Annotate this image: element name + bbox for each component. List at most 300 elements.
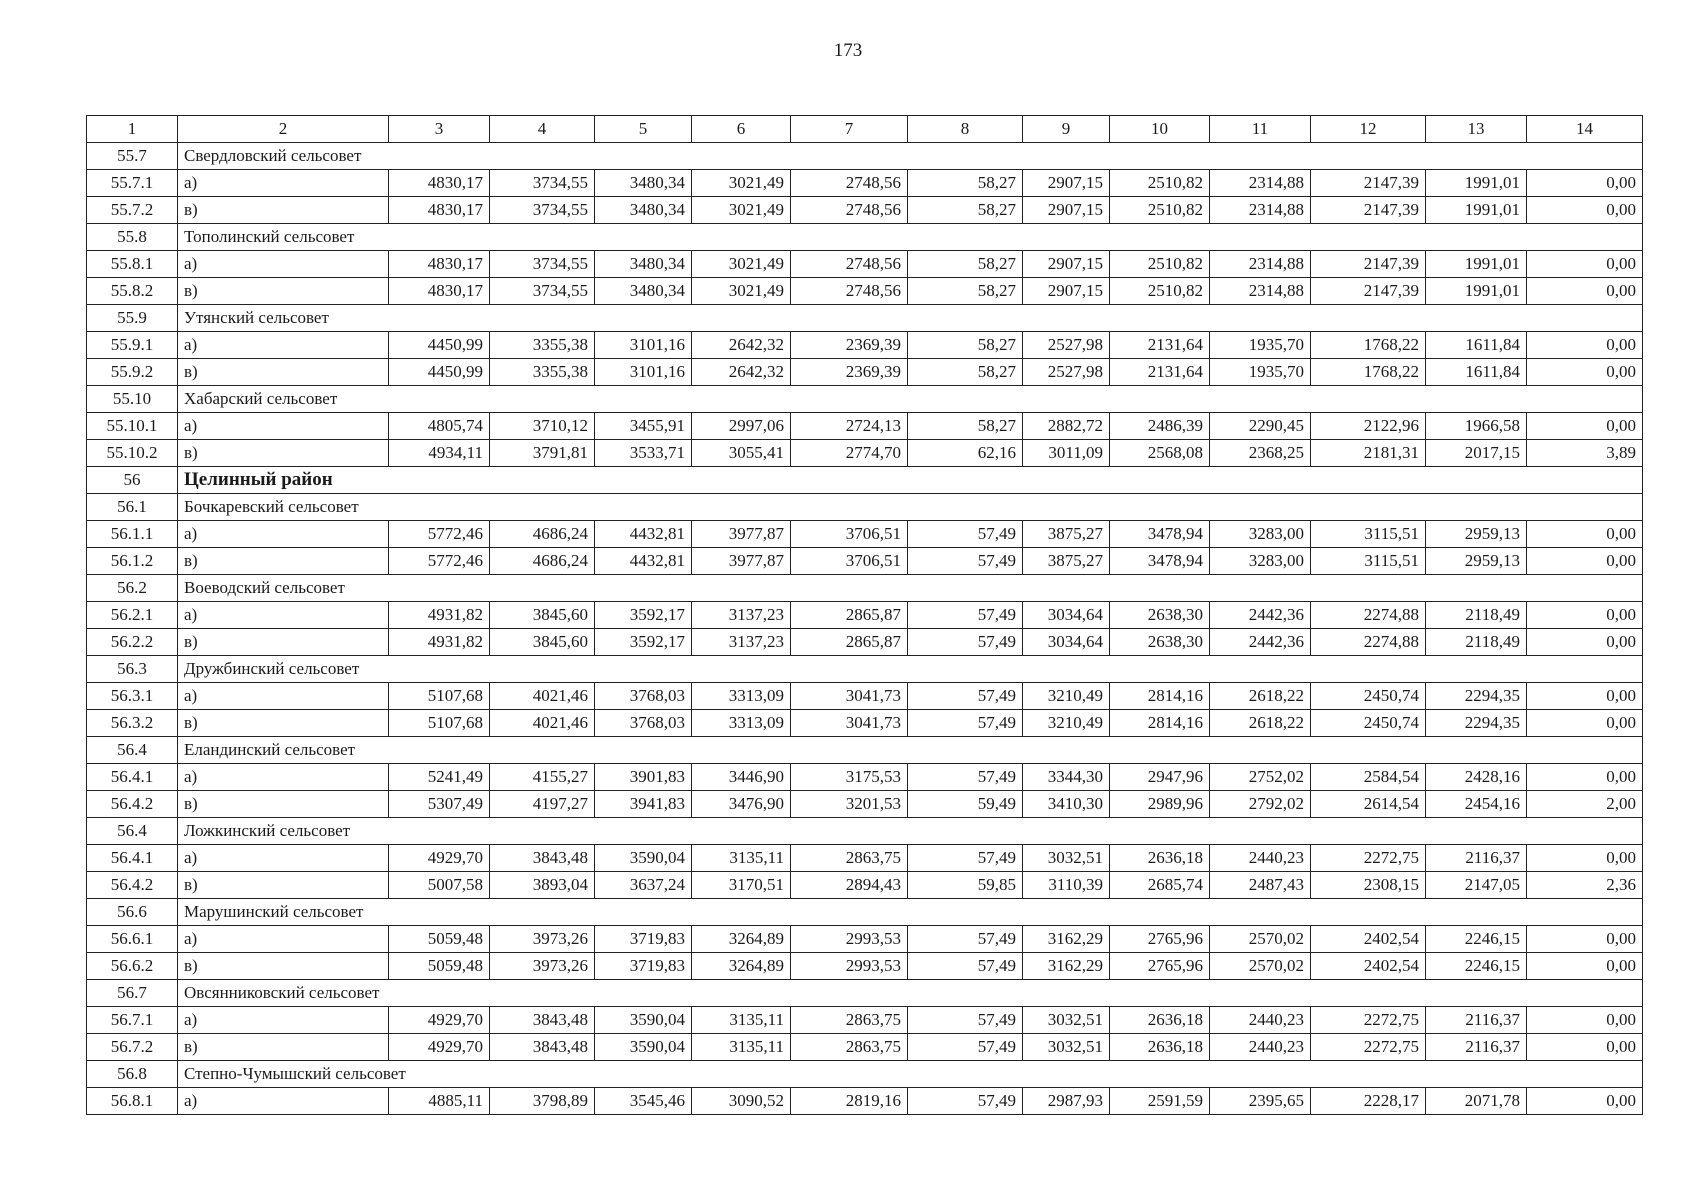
value-cell: 2947,96: [1110, 764, 1210, 791]
section-name: Утянский сельсовет: [178, 305, 1643, 332]
section-row: [87, 143, 1643, 170]
value-cell: 3041,73: [791, 710, 908, 737]
row-label: в): [178, 791, 389, 818]
row-label: а): [178, 413, 389, 440]
value-cell: 2440,23: [1210, 845, 1311, 872]
section-code: 56: [87, 467, 178, 494]
value-cell: 3090,52: [692, 1088, 791, 1115]
value-cell: 2863,75: [791, 1007, 908, 1034]
value-cell: 3135,11: [692, 1034, 791, 1061]
value-cell: 2274,88: [1311, 602, 1426, 629]
value-cell: 3162,29: [1023, 926, 1110, 953]
value-cell: 0,00: [1527, 332, 1643, 359]
row-code: 56.1.1: [87, 521, 178, 548]
value-cell: 3162,29: [1023, 953, 1110, 980]
value-cell: 57,49: [908, 1007, 1023, 1034]
row-label: а): [178, 332, 389, 359]
value-cell: 2440,23: [1210, 1034, 1311, 1061]
column-header: 5: [595, 116, 692, 143]
value-cell: 2442,36: [1210, 602, 1311, 629]
value-cell: 3135,11: [692, 845, 791, 872]
value-cell: 1768,22: [1311, 359, 1426, 386]
section-name: Ложкинский сельсовет: [178, 818, 1643, 845]
row-label: а): [178, 926, 389, 953]
table-row: [87, 251, 1643, 278]
value-cell: 58,27: [908, 170, 1023, 197]
value-cell: 2118,49: [1426, 629, 1527, 656]
table-row: [87, 764, 1643, 791]
value-cell: 2614,54: [1311, 791, 1426, 818]
value-cell: 3410,30: [1023, 791, 1110, 818]
value-cell: 0,00: [1527, 1034, 1643, 1061]
value-cell: 2907,15: [1023, 197, 1110, 224]
value-cell: 3170,51: [692, 872, 791, 899]
value-cell: 2642,32: [692, 332, 791, 359]
value-cell: 2638,30: [1110, 629, 1210, 656]
value-cell: 4830,17: [389, 251, 490, 278]
section-code: 55.7: [87, 143, 178, 170]
value-cell: 3973,26: [490, 926, 595, 953]
value-cell: 2636,18: [1110, 845, 1210, 872]
value-cell: 3798,89: [490, 1088, 595, 1115]
value-cell: 1611,84: [1426, 332, 1527, 359]
value-cell: 3041,73: [791, 683, 908, 710]
value-cell: 62,16: [908, 440, 1023, 467]
value-cell: 2591,59: [1110, 1088, 1210, 1115]
row-label: а): [178, 683, 389, 710]
value-cell: 2765,96: [1110, 926, 1210, 953]
row-label: в): [178, 872, 389, 899]
value-cell: 3706,51: [791, 548, 908, 575]
table-row: [87, 359, 1643, 386]
value-cell: 2765,96: [1110, 953, 1210, 980]
table-row: [87, 872, 1643, 899]
value-cell: 2369,39: [791, 332, 908, 359]
value-cell: 3032,51: [1023, 845, 1110, 872]
value-cell: 1935,70: [1210, 332, 1311, 359]
table-row: [87, 332, 1643, 359]
page-number: 173: [833, 40, 863, 61]
value-cell: 4931,82: [389, 602, 490, 629]
value-cell: 3110,39: [1023, 872, 1110, 899]
value-cell: 3901,83: [595, 764, 692, 791]
row-code: 56.4.1: [87, 845, 178, 872]
value-cell: 2997,06: [692, 413, 791, 440]
row-code: 56.2.1: [87, 602, 178, 629]
value-cell: 2748,56: [791, 251, 908, 278]
value-cell: 3590,04: [595, 1007, 692, 1034]
value-cell: 3977,87: [692, 521, 791, 548]
value-cell: 57,49: [908, 710, 1023, 737]
value-cell: 5007,58: [389, 872, 490, 899]
row-label: в): [178, 197, 389, 224]
value-cell: 2147,39: [1311, 278, 1426, 305]
value-cell: 0,00: [1527, 710, 1643, 737]
row-code: 56.7.2: [87, 1034, 178, 1061]
value-cell: 2527,98: [1023, 359, 1110, 386]
value-cell: 57,49: [908, 764, 1023, 791]
district-row: [87, 467, 1643, 494]
value-cell: 4830,17: [389, 170, 490, 197]
value-cell: 2368,25: [1210, 440, 1311, 467]
value-cell: 2246,15: [1426, 926, 1527, 953]
table-row: [87, 926, 1643, 953]
value-cell: 2450,74: [1311, 710, 1426, 737]
value-cell: 2272,75: [1311, 845, 1426, 872]
section-name: Еландинский сельсовет: [178, 737, 1643, 764]
value-cell: 2527,98: [1023, 332, 1110, 359]
value-cell: 1991,01: [1426, 197, 1527, 224]
value-cell: 2907,15: [1023, 278, 1110, 305]
value-cell: 5241,49: [389, 764, 490, 791]
value-cell: 3210,49: [1023, 710, 1110, 737]
value-cell: 2618,22: [1210, 683, 1311, 710]
section-code: 55.10: [87, 386, 178, 413]
value-cell: 0,00: [1527, 764, 1643, 791]
value-cell: 3175,53: [791, 764, 908, 791]
row-label: а): [178, 845, 389, 872]
section-code: 56.4: [87, 818, 178, 845]
value-cell: 4450,99: [389, 359, 490, 386]
value-cell: 2685,74: [1110, 872, 1210, 899]
row-label: в): [178, 548, 389, 575]
value-cell: 2274,88: [1311, 629, 1426, 656]
value-cell: 3480,34: [595, 170, 692, 197]
value-cell: 2752,02: [1210, 764, 1311, 791]
value-cell: 3768,03: [595, 683, 692, 710]
value-cell: 2131,64: [1110, 332, 1210, 359]
value-cell: 2642,32: [692, 359, 791, 386]
district-name: Целинный район: [178, 467, 1643, 494]
row-code: 55.9.2: [87, 359, 178, 386]
section-name: Свердловский сельсовет: [178, 143, 1643, 170]
value-cell: 2450,74: [1311, 683, 1426, 710]
value-cell: 2636,18: [1110, 1034, 1210, 1061]
value-cell: 2570,02: [1210, 953, 1311, 980]
section-code: 56.3: [87, 656, 178, 683]
value-cell: 3115,51: [1311, 521, 1426, 548]
value-cell: 3734,55: [490, 197, 595, 224]
value-cell: 3355,38: [490, 332, 595, 359]
value-cell: 2774,70: [791, 440, 908, 467]
value-cell: 4830,17: [389, 278, 490, 305]
row-code: 56.6.2: [87, 953, 178, 980]
value-cell: 2486,39: [1110, 413, 1210, 440]
value-cell: 5107,68: [389, 710, 490, 737]
value-cell: 2147,39: [1311, 251, 1426, 278]
section-row: [87, 494, 1643, 521]
value-cell: 59,85: [908, 872, 1023, 899]
value-cell: 2,36: [1527, 872, 1643, 899]
header-row: [87, 116, 1643, 143]
value-cell: 3,89: [1527, 440, 1643, 467]
value-cell: 4450,99: [389, 332, 490, 359]
value-cell: 1611,84: [1426, 359, 1527, 386]
value-cell: 5107,68: [389, 683, 490, 710]
section-row: [87, 980, 1643, 1007]
value-cell: 3590,04: [595, 1034, 692, 1061]
value-cell: 3875,27: [1023, 548, 1110, 575]
row-label: в): [178, 440, 389, 467]
value-cell: 3480,34: [595, 197, 692, 224]
table-row: [87, 548, 1643, 575]
value-cell: 3973,26: [490, 953, 595, 980]
value-cell: 2272,75: [1311, 1034, 1426, 1061]
section-row: [87, 575, 1643, 602]
table-row: [87, 1007, 1643, 1034]
table-row: [87, 845, 1643, 872]
value-cell: 57,49: [908, 521, 1023, 548]
value-cell: 58,27: [908, 332, 1023, 359]
value-cell: 2122,96: [1311, 413, 1426, 440]
value-cell: 3021,49: [692, 278, 791, 305]
value-cell: 3313,09: [692, 683, 791, 710]
value-cell: 3264,89: [692, 953, 791, 980]
column-header: 6: [692, 116, 791, 143]
section-name: Тополинский сельсовет: [178, 224, 1643, 251]
value-cell: 2,00: [1527, 791, 1643, 818]
section-name: Хабарский сельсовет: [178, 386, 1643, 413]
section-row: [87, 818, 1643, 845]
value-cell: 57,49: [908, 602, 1023, 629]
section-name: Овсянниковский сельсовет: [178, 980, 1643, 1007]
table-row: [87, 602, 1643, 629]
row-code: 55.7.1: [87, 170, 178, 197]
value-cell: 3734,55: [490, 251, 595, 278]
value-cell: 3264,89: [692, 926, 791, 953]
table-row: [87, 413, 1643, 440]
value-cell: 3313,09: [692, 710, 791, 737]
value-cell: 2308,15: [1311, 872, 1426, 899]
value-cell: 2402,54: [1311, 926, 1426, 953]
column-header: 2: [178, 116, 389, 143]
column-header: 3: [389, 116, 490, 143]
value-cell: 2147,39: [1311, 170, 1426, 197]
value-cell: 2314,88: [1210, 170, 1311, 197]
value-cell: 3032,51: [1023, 1007, 1110, 1034]
value-cell: 2989,96: [1110, 791, 1210, 818]
value-cell: 4934,11: [389, 440, 490, 467]
value-cell: 4805,74: [389, 413, 490, 440]
row-label: в): [178, 710, 389, 737]
value-cell: 57,49: [908, 953, 1023, 980]
row-code: 56.2.2: [87, 629, 178, 656]
value-cell: 2894,43: [791, 872, 908, 899]
row-label: в): [178, 359, 389, 386]
value-cell: 3719,83: [595, 926, 692, 953]
value-cell: 3845,60: [490, 602, 595, 629]
value-cell: 0,00: [1527, 926, 1643, 953]
row-code: 55.7.2: [87, 197, 178, 224]
section-code: 56.7: [87, 980, 178, 1007]
value-cell: 3446,90: [692, 764, 791, 791]
value-cell: 1991,01: [1426, 251, 1527, 278]
value-cell: 3480,34: [595, 278, 692, 305]
value-cell: 2792,02: [1210, 791, 1311, 818]
value-cell: 3344,30: [1023, 764, 1110, 791]
section-row: [87, 737, 1643, 764]
value-cell: 2116,37: [1426, 845, 1527, 872]
value-cell: 2584,54: [1311, 764, 1426, 791]
value-cell: 2636,18: [1110, 1007, 1210, 1034]
value-cell: 2814,16: [1110, 683, 1210, 710]
value-cell: 3135,11: [692, 1007, 791, 1034]
value-cell: 5772,46: [389, 548, 490, 575]
value-cell: 0,00: [1527, 170, 1643, 197]
value-cell: 2442,36: [1210, 629, 1311, 656]
value-cell: 3021,49: [692, 251, 791, 278]
row-label: а): [178, 170, 389, 197]
tariff-table: [86, 115, 1643, 1115]
value-cell: 3480,34: [595, 251, 692, 278]
row-code: 56.4.2: [87, 791, 178, 818]
value-cell: 3893,04: [490, 872, 595, 899]
value-cell: 2116,37: [1426, 1007, 1527, 1034]
section-code: 56.8: [87, 1061, 178, 1088]
row-label: а): [178, 521, 389, 548]
section-name: Бочкаревский сельсовет: [178, 494, 1643, 521]
value-cell: 3478,94: [1110, 548, 1210, 575]
value-cell: 3590,04: [595, 845, 692, 872]
value-cell: 3115,51: [1311, 548, 1426, 575]
value-cell: 0,00: [1527, 845, 1643, 872]
row-label: в): [178, 278, 389, 305]
value-cell: 2369,39: [791, 359, 908, 386]
row-label: а): [178, 764, 389, 791]
value-cell: 2147,05: [1426, 872, 1527, 899]
value-cell: 3768,03: [595, 710, 692, 737]
value-cell: 2131,64: [1110, 359, 1210, 386]
value-cell: 2454,16: [1426, 791, 1527, 818]
value-cell: 2748,56: [791, 170, 908, 197]
value-cell: 2510,82: [1110, 170, 1210, 197]
value-cell: 2228,17: [1311, 1088, 1426, 1115]
value-cell: 3734,55: [490, 278, 595, 305]
value-cell: 3034,64: [1023, 602, 1110, 629]
value-cell: 2814,16: [1110, 710, 1210, 737]
row-code: 55.9.1: [87, 332, 178, 359]
row-code: 55.10.2: [87, 440, 178, 467]
value-cell: 57,49: [908, 629, 1023, 656]
section-row: [87, 224, 1643, 251]
value-cell: 5307,49: [389, 791, 490, 818]
row-code: 56.3.1: [87, 683, 178, 710]
table-row: [87, 1088, 1643, 1115]
value-cell: 0,00: [1527, 278, 1643, 305]
value-cell: 3034,64: [1023, 629, 1110, 656]
value-cell: 3977,87: [692, 548, 791, 575]
section-name: Дружбинский сельсовет: [178, 656, 1643, 683]
section-code: 56.1: [87, 494, 178, 521]
section-code: 55.8: [87, 224, 178, 251]
value-cell: 2819,16: [791, 1088, 908, 1115]
value-cell: 2402,54: [1311, 953, 1426, 980]
value-cell: 2181,31: [1311, 440, 1426, 467]
value-cell: 5059,48: [389, 926, 490, 953]
column-header: 11: [1210, 116, 1311, 143]
column-header: 8: [908, 116, 1023, 143]
table-row: [87, 1034, 1643, 1061]
value-cell: 4885,11: [389, 1088, 490, 1115]
value-cell: 2314,88: [1210, 251, 1311, 278]
row-label: в): [178, 953, 389, 980]
value-cell: 58,27: [908, 413, 1023, 440]
section-row: [87, 899, 1643, 926]
value-cell: 3476,90: [692, 791, 791, 818]
table-row: [87, 440, 1643, 467]
value-cell: 3021,49: [692, 197, 791, 224]
section-row: [87, 656, 1643, 683]
value-cell: 2116,37: [1426, 1034, 1527, 1061]
section-code: 56.6: [87, 899, 178, 926]
value-cell: 3355,38: [490, 359, 595, 386]
section-code: 56.4: [87, 737, 178, 764]
value-cell: 2147,39: [1311, 197, 1426, 224]
value-cell: 0,00: [1527, 251, 1643, 278]
value-cell: 0,00: [1527, 602, 1643, 629]
value-cell: 2907,15: [1023, 170, 1110, 197]
row-code: 56.6.1: [87, 926, 178, 953]
value-cell: 2510,82: [1110, 197, 1210, 224]
value-cell: 3101,16: [595, 332, 692, 359]
value-cell: 3283,00: [1210, 548, 1311, 575]
value-cell: 3101,16: [595, 359, 692, 386]
value-cell: 2017,15: [1426, 440, 1527, 467]
value-cell: 5059,48: [389, 953, 490, 980]
value-cell: 1991,01: [1426, 170, 1527, 197]
value-cell: 4432,81: [595, 521, 692, 548]
row-label: в): [178, 629, 389, 656]
value-cell: 0,00: [1527, 359, 1643, 386]
value-cell: 2395,65: [1210, 1088, 1311, 1115]
value-cell: 2987,93: [1023, 1088, 1110, 1115]
value-cell: 2993,53: [791, 953, 908, 980]
value-cell: 0,00: [1527, 521, 1643, 548]
value-cell: 4931,82: [389, 629, 490, 656]
value-cell: 3791,81: [490, 440, 595, 467]
section-name: Воеводский сельсовет: [178, 575, 1643, 602]
value-cell: 2290,45: [1210, 413, 1311, 440]
value-cell: 2272,75: [1311, 1007, 1426, 1034]
row-label: а): [178, 251, 389, 278]
value-cell: 3137,23: [692, 629, 791, 656]
value-cell: 0,00: [1527, 1007, 1643, 1034]
value-cell: 2882,72: [1023, 413, 1110, 440]
row-code: 56.1.2: [87, 548, 178, 575]
value-cell: 3478,94: [1110, 521, 1210, 548]
value-cell: 2959,13: [1426, 548, 1527, 575]
section-name: Марушинский сельсовет: [178, 899, 1643, 926]
column-header: 12: [1311, 116, 1426, 143]
section-row: [87, 1061, 1643, 1088]
value-cell: 3710,12: [490, 413, 595, 440]
value-cell: 3592,17: [595, 629, 692, 656]
value-cell: 3592,17: [595, 602, 692, 629]
value-cell: 4021,46: [490, 683, 595, 710]
value-cell: 57,49: [908, 683, 1023, 710]
value-cell: 3011,09: [1023, 440, 1110, 467]
value-cell: 2071,78: [1426, 1088, 1527, 1115]
column-header: 14: [1527, 116, 1643, 143]
value-cell: 2246,15: [1426, 953, 1527, 980]
value-cell: 3843,48: [490, 1034, 595, 1061]
value-cell: 2618,22: [1210, 710, 1311, 737]
value-cell: 4197,27: [490, 791, 595, 818]
value-cell: 2294,35: [1426, 710, 1527, 737]
column-header: 1: [87, 116, 178, 143]
table-row: [87, 521, 1643, 548]
value-cell: 2570,02: [1210, 926, 1311, 953]
